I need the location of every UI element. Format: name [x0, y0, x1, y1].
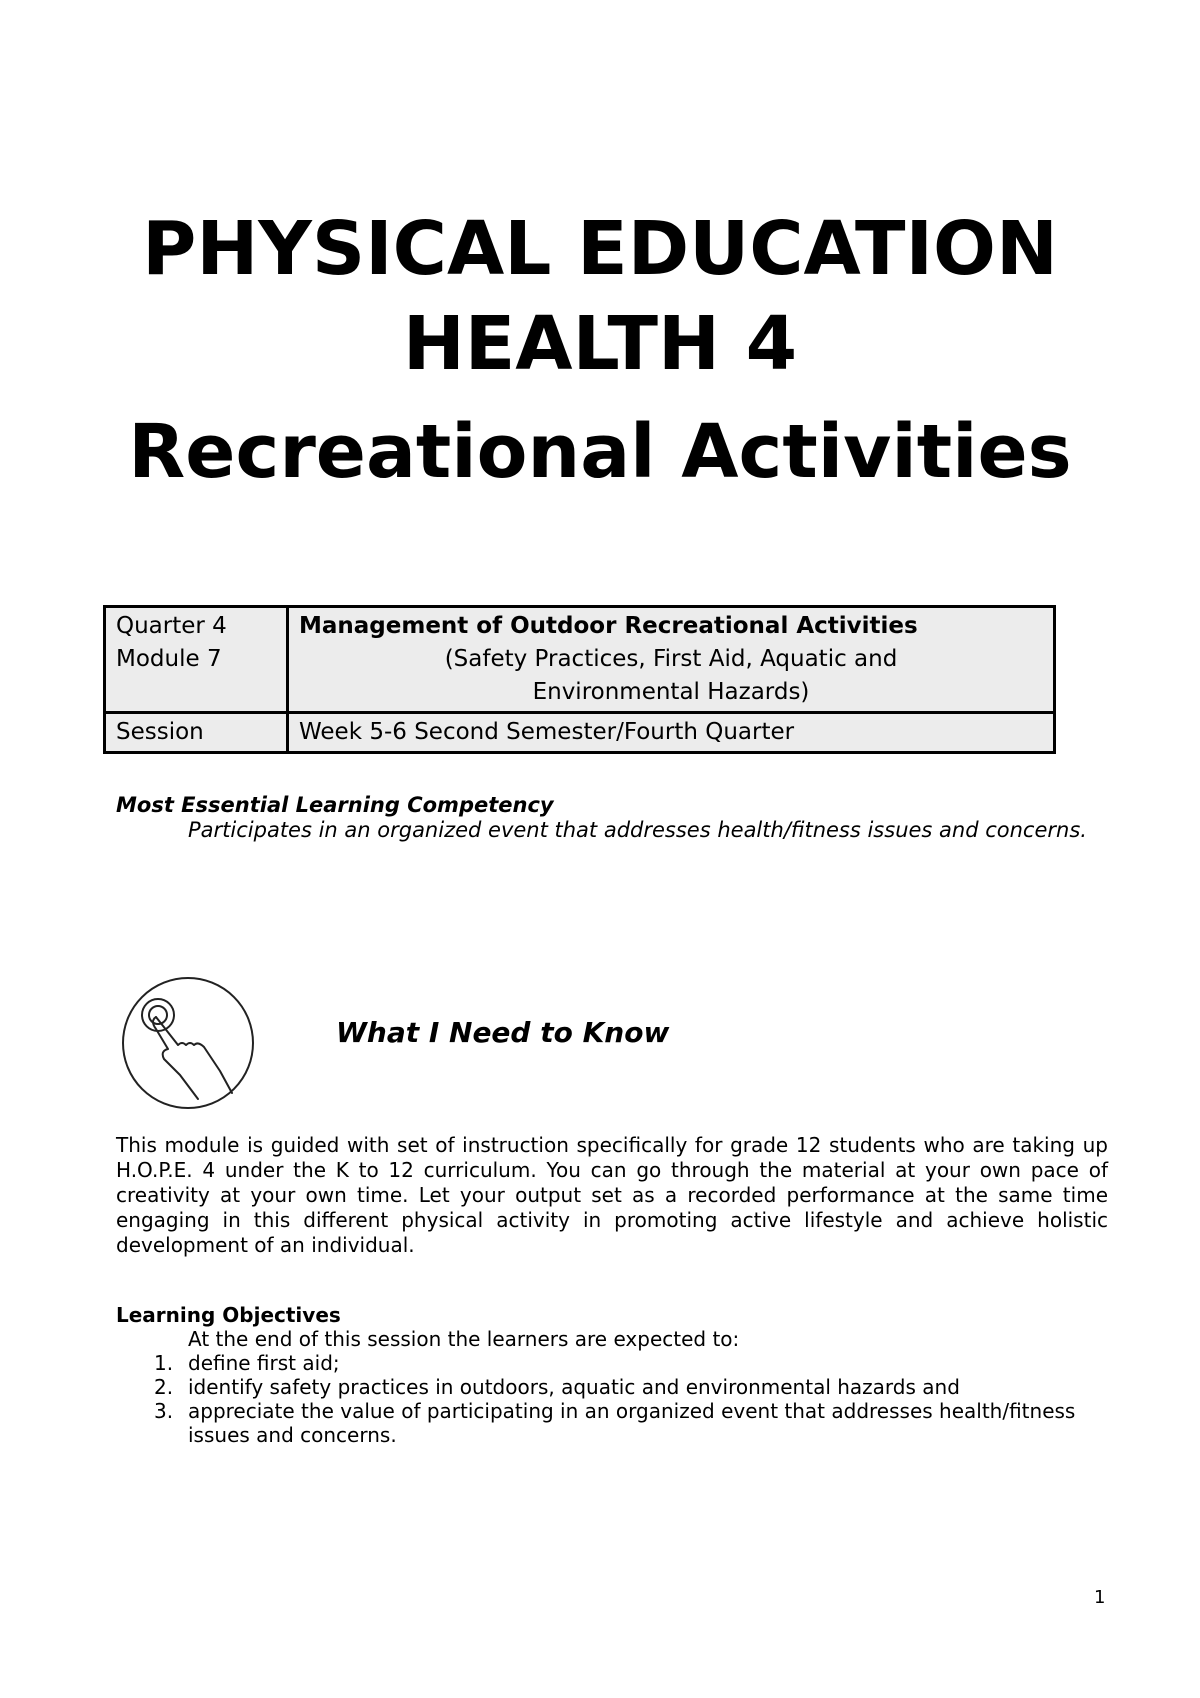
- module-description: This module is guided with set of instruction specifically for grade 12 students who are taking up H.O.P.E. 4 under the K to 12 curriculum. You can go through the material at your own pace of creativity at your own time. Let your output set as a recorded performance at the same time engaging in this different physical activity in promoting active lifestyle and achieve holistic development of an individual.: [116, 1133, 1108, 1257]
- what-i-need-to-know-heading: What I Need to Know: [336, 1016, 670, 1049]
- session-label: Session: [105, 713, 288, 753]
- title-line-3: Recreational Activities: [128, 409, 1072, 495]
- topic-title: Management of Outdoor Recreational Activities: [299, 613, 918, 639]
- objective-number: 3.: [154, 1399, 174, 1423]
- learning-objectives-intro: At the end of this session the learners are expected to:: [188, 1327, 740, 1351]
- learning-objectives-heading: Learning Objectives: [116, 1303, 341, 1327]
- objective-item: [116, 1375, 1106, 1399]
- objective-text: define first aid;: [188, 1351, 340, 1375]
- topic-cell: [288, 607, 1055, 713]
- competency-text: Participates in an organized event that addresses health/fitness issues and concerns.: [188, 818, 1087, 842]
- objective-item: [116, 1399, 1106, 1447]
- module-info-table: [103, 605, 1056, 754]
- module-label: Module 7: [116, 646, 222, 672]
- topic-subtitle-2: Environmental Hazards): [532, 679, 810, 705]
- objective-item: [116, 1351, 1106, 1375]
- module-row: [105, 607, 1055, 713]
- title-line-2: HEALTH 4: [402, 301, 798, 387]
- quarter-module-cell: [105, 607, 288, 713]
- quarter-label: Quarter 4: [116, 613, 227, 639]
- title-line-1: PHYSICAL EDUCATION: [142, 206, 1058, 292]
- competency-heading: Most Essential Learning Competency: [116, 793, 554, 817]
- objective-text: appreciate the value of participating in an organized event that addresses health/fitness issues and concerns.: [188, 1399, 1076, 1447]
- objective-number: 1.: [154, 1351, 174, 1375]
- session-row: [105, 713, 1055, 753]
- topic-subtitle-1: (Safety Practices, First Aid, Aquatic and: [444, 646, 898, 672]
- hand-pointer-icon: [120, 975, 256, 1111]
- objective-number: 2.: [154, 1375, 174, 1399]
- session-value: Week 5-6 Second Semester/Fourth Quarter: [288, 713, 1055, 753]
- page-number: 1: [1094, 1587, 1106, 1608]
- objective-text: identify safety practices in outdoors, aquatic and environmental hazards and: [188, 1375, 960, 1399]
- learning-objectives-list: [116, 1351, 1106, 1447]
